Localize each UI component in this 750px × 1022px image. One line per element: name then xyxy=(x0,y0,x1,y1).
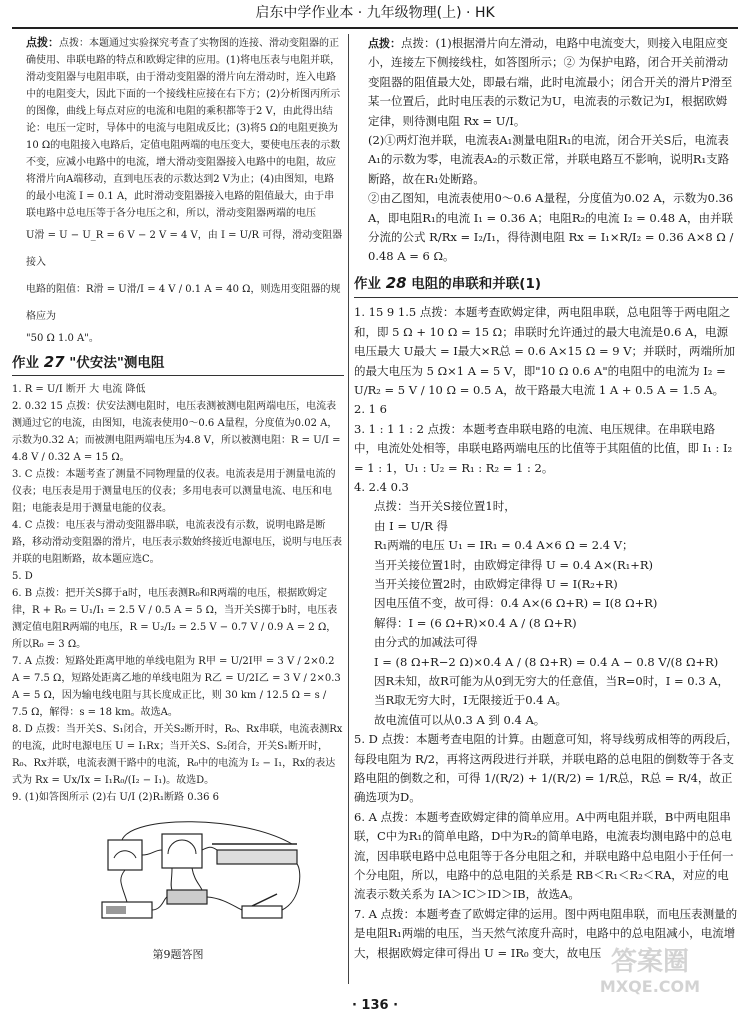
section-heading-28: 作业 28 电阻的串联和并联(1) xyxy=(354,274,738,298)
left-intro-eq1: U滑 = U − U_R = 6 V − 2 V = 4 V，由 I = U/R 可得，滑动变阻器接入 xyxy=(26,230,343,268)
wire xyxy=(202,847,217,850)
right-intro-para2: (2)①两灯泡并联，电流表A₁测量电阻R₁的电流，闭合开关S后，电流表A₁的示数为零，电流表A₂的示数正常，并联电路互不影响，说明R₁支路断路，故在R₁处断路。 xyxy=(368,133,730,186)
page-number: · 136 · xyxy=(351,998,399,1013)
header-title: 启东中学作业本 · 九年级物理(上) · HK xyxy=(255,5,495,21)
answer-1: 1. R = U/I 断开 大 电流 降低 xyxy=(12,384,146,395)
wire xyxy=(192,868,202,890)
q4-line: 由 I = U/R 得 xyxy=(374,518,449,533)
answer-4: 4. C 点拨：电压表与滑动变阻器串联，电流表没有示数，说明电路是断路，移动滑动变阻器的滑片，电压表示数始终接近电源电压，说明与电压表并联的电阻断路，故本题应选C。 xyxy=(12,520,342,565)
right-column xyxy=(354,34,738,963)
q4-line: 故电流值可以从0.3 A 到 0.4 A。 xyxy=(374,712,546,727)
answer-r1: 1. 15 9 1.5 点拨：本题考查欧姆定律，两电阻串联，总电阻等于两电阻之和，即 5 Ω + 10 Ω = 15 Ω；串联时允许通过的最大电流是0.6 A，电源电压最大 U最大 = I最大×R总 = 0.6 A×15 Ω = 9 V；并联时，两端所加的最大电压为 5 Ω×1 A = 5 V，即"10 Ω 0.6 A"的电阻中的电流为 I₂ = U/R₂ = 5 V / 10 Ω = 0.5 A，故干路最大电流 1 A + 0.5 A = 1.5 A。 xyxy=(354,305,736,397)
right-intro-para3: ②由乙图知，电流表使用0～0.6 A量程，分度值为0.02 A，示数为0.36 A，即电阻R₁的电流 I₁ = 0.36 A；电阻R₂的电流 I₂ = 0.48 A，由并联分流的公式 R/Rx = I₂/I₁，得待测电阻 Rx = I₁×R/I₂ = 0.36 A×8 Ω / 0.48 A = 6 Ω。 xyxy=(368,191,734,264)
q4-line: 因R未知，故R可能为从0到无穷大的任意值，当R=0时，I = 0.3 A，当R取无穷大时，I无限接近于0.4 A。 xyxy=(374,674,729,708)
resistor-icon xyxy=(167,890,207,904)
q4-line: 当开关接位置2时，由欧姆定律得 U = I(R₂+R) xyxy=(374,576,618,591)
watermark-text-2: MXQE.COM xyxy=(599,977,701,996)
answer-r5: 5. D 点拨：本题考查电阻的计算。由题意可知，将导线剪成相等的两段后，每段电阻为 R/2，再将这两段进行并联，并联电路的总电阻的倒数等于各支路电阻的倒数之和，可得 1/(R/2) + 1/(R/2) = 1/R总，R总 = R/4，故正确选项为D。 xyxy=(354,732,738,805)
circuit-figure xyxy=(92,810,312,960)
q4-line: 当开关接位置1时，由欧姆定律得 U = 0.4 A×(R₁+R) xyxy=(374,557,654,572)
wire xyxy=(152,897,167,910)
answer-9: 9. (1)如答图所示 (2)右 U/I (2)R₁断路 0.36 6 xyxy=(12,792,220,803)
figure-caption: 第9题答图 xyxy=(152,948,204,961)
wire xyxy=(207,897,242,910)
left-intro-eq2: 电路的阻值：R滑 = U滑/I = 4 V / 0.1 A = 40 Ω，则选用变阻器的规格应为 xyxy=(26,284,341,322)
answer-r3: 3. 1 : 1 1 : 2 点拨：本题考查串联电路的电流、电压规律。在串联电路中，电流处处相等，串联电路两端电压的比值等于其阻值的比值，即 I₁ : I₂ = 1 : 1，U₁ : U₂ = R₁ : R₂ = 1 : 2。 xyxy=(354,421,733,475)
q4-line: 解得：I = (6 Ω+R)×0.4 A / (8 Ω+R) xyxy=(374,615,577,630)
answer-5: 5. D xyxy=(12,571,33,582)
wire xyxy=(171,868,172,890)
q4-line: 点拨：当开关S接位置1时， xyxy=(374,499,516,514)
switch-icon xyxy=(242,906,282,918)
answer-r6: 6. A 点拨：本题考查欧姆定律的简单应用。A中两电阻并联，B中两电阻串联，C中为R₁的简单电路，D中为R₂的简单电路，电流表均测电路中的总电流，因串联电路中总电阻等于各分电阻之和，并联电路中总电阻小于任何一个分电阻，所以，电路中的总电阻的关系是 RB＜R₁＜R₂＜RA，对应的电流表示数关系为 IA＞IC＞ID＞IB，故选A。 xyxy=(354,809,734,902)
left-intro-eq3: "50 Ω 1.0 A"。 xyxy=(26,333,99,344)
section-heading-27: 作业 27 "伏安法"测电阻 xyxy=(12,354,344,376)
wire xyxy=(121,870,127,902)
rheostat-icon xyxy=(217,850,297,864)
answer-7: 7. A 点拨：短路处距离甲地的单线电阻为 R甲 = U/2I甲 = 3 V / 2×0.2 A = 7.5 Ω，短路处距离乙地的单线电阻为 R乙 = U/2I乙 = 3 V / 2×0.3 A = 5 Ω，因为输电线电阻与其长度成正比，则 30 km / 12.5 Ω = s / 7.5 Ω，解得：s = 18 km。故选A。 xyxy=(12,656,341,718)
wire xyxy=(282,864,300,910)
left-column xyxy=(12,34,344,960)
right-intro-para1: 点拨：点拨：(1)根据滑片向左滑动，电路中电流变大，则接入电阻应变小，连接左下侧接线柱，如答图所示；② 为保护电路，闭合开关前滑动变阻器的阻值最大处，即最右端，此时电流最小；闭合开关的滑片P滑至某一位置后，此时电压表的示数记为U，电流表的示数记为I，根据欧姆定律，则待测电阻 Rx = U/I。 xyxy=(368,36,733,128)
answer-r4-detail xyxy=(354,497,738,730)
q4-line: R₁两端的电压 U₁ = IR₁ = 0.4 A×6 Ω = 2.4 V； xyxy=(374,538,634,553)
wire xyxy=(122,822,292,844)
q4-line: 由分式的加减法可得 xyxy=(374,635,478,650)
left-intro-para: 点拨：点拨：本题通过实验探究考查了实物图的连接、滑动变阻器的正确使用、串联电路的特点和欧姆定律的应用。(1)将电压表与电阻并联，滑动变阻器与电阻串联，由于滑动变阻器的滑片向左滑动时，连入电路中的电阻变大，因此下面的一个接线柱应接在右下方；(2)分析图丙所示的图像，曲线上每点对应的电流和电阻的乘积都等于2 V，由此得出结论：电压一定时，导体中的电流与电阻成反比；(3)将5 Ω的电阻更换为10 Ω的电阻接入电路后，定值电阻两端的电压变大，要使电压表的示数不变，应减小电路中的电流，增大滑动变阻器接入电路中的电阻，故应将滑片向A端移动，直到电压表的示数达到2 V为止；(4)由图知，电路的最小电流 I = 0.1 A，此时滑动变阻器接入电路的阻值最大，由于串联电路中总电压等于各分电压之和，所以，滑动变阻器两端的电压 xyxy=(26,36,341,219)
answer-6: 6. B 点拨：把开关S掷于a时，电压表测R₀和R两端的电压，根据欧姆定律，R + R₀ = U₁/I₁ = 2.5 V / 0.5 A = 5 Ω，当开关S掷于b时，电压表测定值电阻R两端的电压，R = U₂/I₂ = 2.5 V − 0.7 V / 0.9 A = 2 Ω，所以R₀ = 3 Ω。 xyxy=(12,588,338,650)
answer-r7: 7. A 点拨：本题考查了欧姆定律的运用。图中两电阻串联，而电压表测量的是电阻R₁两端的电压，当天然气浓度升高时，电路中的总电阻减小，电流增大，根据欧姆定律可得出 U = IR₀ 变大，故电压 xyxy=(354,906,738,960)
answer-3: 3. C 点拨：本题考查了测量不同物理量的仪表。电流表是用于测量电流的仪表；电压表是用于测量电压的仪表；多用电表可以测量电流、电压和电阻；电能表是用于测量电能的仪表。 xyxy=(12,469,336,514)
column-divider xyxy=(348,34,349,984)
answer-8: 8. D 点拨：当开关S、S₁闭合，开关S₂断开时，R₀、Rx串联，电流表测Rx的电流，此时电源电压 U = I₁Rx；当开关S、S₂闭合，开关S₁断开时，R₀、Rx并联，电流表测干路中的电流，R₀中的电流为 I₂ − I₁，Rx的表达式为 Rx = Ux/Ix = I₁R₀/(I₂ − I₁)。故选D。 xyxy=(12,724,343,786)
running-header xyxy=(0,2,750,24)
battery-cell xyxy=(106,906,126,914)
answer-r2: 2. 1 6 xyxy=(354,402,387,417)
answer-r4: 4. 2.4 0.3 xyxy=(354,479,409,494)
q4-line: 因电压值不变，故可得：0.4 A×(6 Ω+R) = I(8 Ω+R) xyxy=(374,596,658,611)
q4-line: I = (8 Ω+R−2 Ω)×0.4 A / (8 Ω+R) = 0.4 A − 0.8 V/(8 Ω+R) xyxy=(374,654,719,669)
circuit-diagram xyxy=(92,810,312,940)
wire xyxy=(142,850,162,855)
header-rule xyxy=(12,27,738,29)
ammeter-icon xyxy=(108,840,142,870)
answer-2: 2. 0.32 15 点拨：伏安法测电阻时，电压表测被测电阻两端电压，电流表测通过它的电流，由图知，电流表使用0～0.6 A量程，分度值为0.02 A，示数为0.32 A；而被测电阻两端电压为4.8 V，所以被测电阻：R = U/I = 4.8 V / 0.32 A = 15 Ω。 xyxy=(12,401,341,463)
watermark-text-1: 答案圈 xyxy=(610,947,690,977)
switch-blade xyxy=(252,894,277,906)
watermark-logo xyxy=(570,942,730,998)
